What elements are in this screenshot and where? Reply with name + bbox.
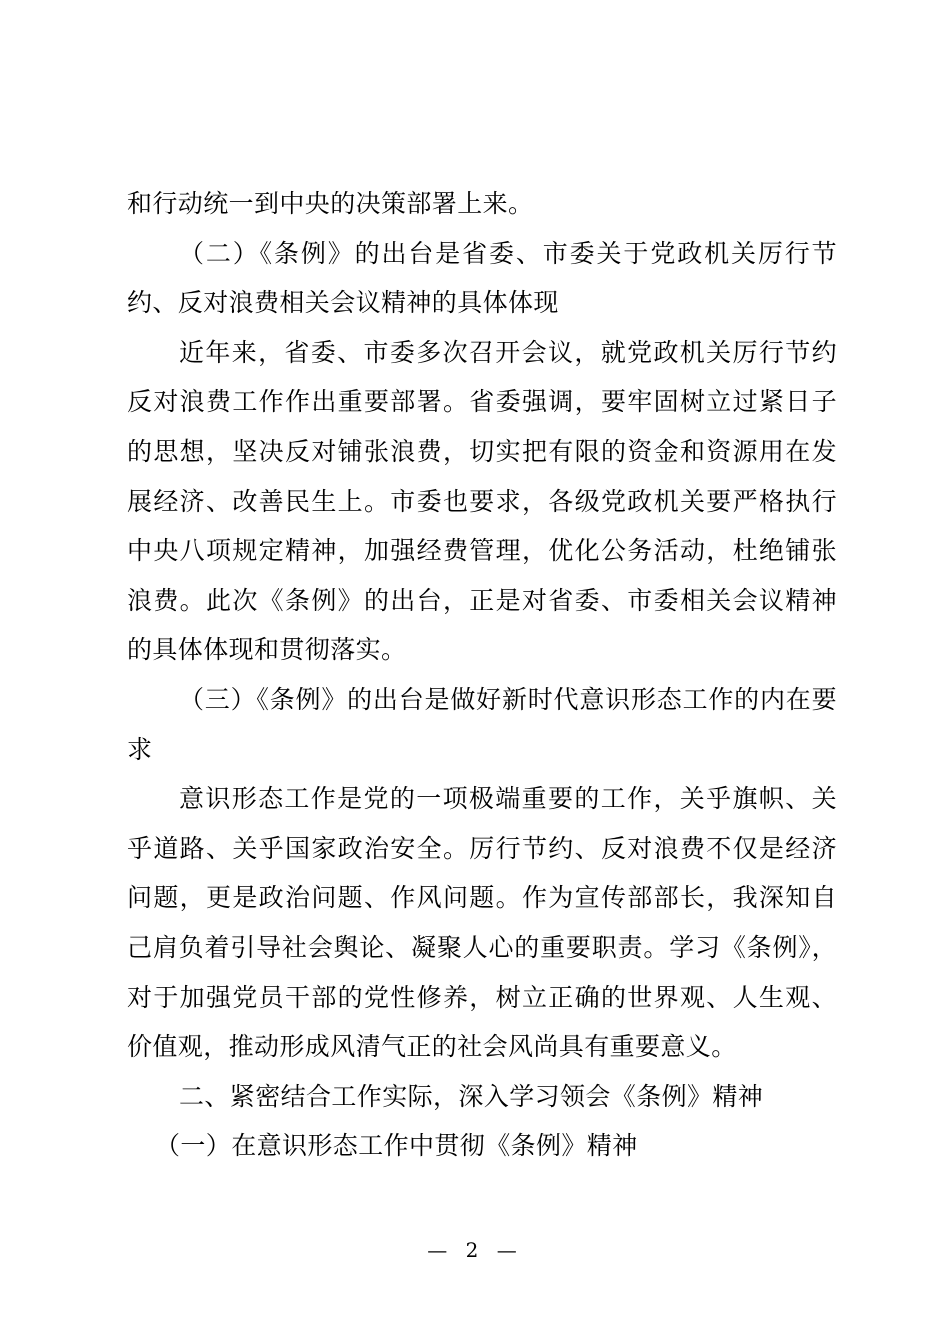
paragraph-body: 意识形态工作是党的一项极端重要的工作，关乎旗帜、关乎道路、关乎国家政治安全。厉行节约、反对浪费不仅是经济问题，更是政治问题、作风问题。作为宣传部部长，我深知自己肩负着引导社会舆论、凝聚人心的重要职责。学习《条例》，对于加强党员干部的党性修养，树立正确的世界观、人生观、价值观，推动形成风清气正的社会风尚具有重要意义。	[127, 784, 837, 1062]
section-heading-3: （三）《条例》的出台是做好新时代意识形态工作的内在要求	[127, 684, 837, 764]
paragraph-body: 近年来，省委、市委多次召开会议，就党政机关厉行节约反对浪费工作作出重要部署。省委强调，要牢固树立过紧日子的思想，坚决反对铺张浪费，切实把有限的资金和资源用在发展经济、改善民生上。市委也要求，各级党政机关要严格执行中央八项规定精神，加强经费管理，优化公务活动，杜绝铺张浪费。此次《条例》的出台，正是对省委、市委相关会议精神的具体体现和贯彻落实。	[127, 337, 837, 665]
page-number: — 2 —	[427, 1238, 523, 1262]
document-body	[127, 179, 837, 1171]
subsection-heading-1: （一）在意识形态工作中贯彻《条例》精神	[155, 1131, 638, 1161]
paragraph-continuation: 和行动统一到中央的决策部署上来。	[127, 189, 534, 218]
section-heading-2: （二）《条例》的出台是省委、市委关于党政机关厉行节约、反对浪费相关会议精神的具体体现	[127, 238, 837, 318]
chapter-heading-2: 二、紧密结合工作实际，深入学习领会《条例》精神	[179, 1081, 764, 1111]
